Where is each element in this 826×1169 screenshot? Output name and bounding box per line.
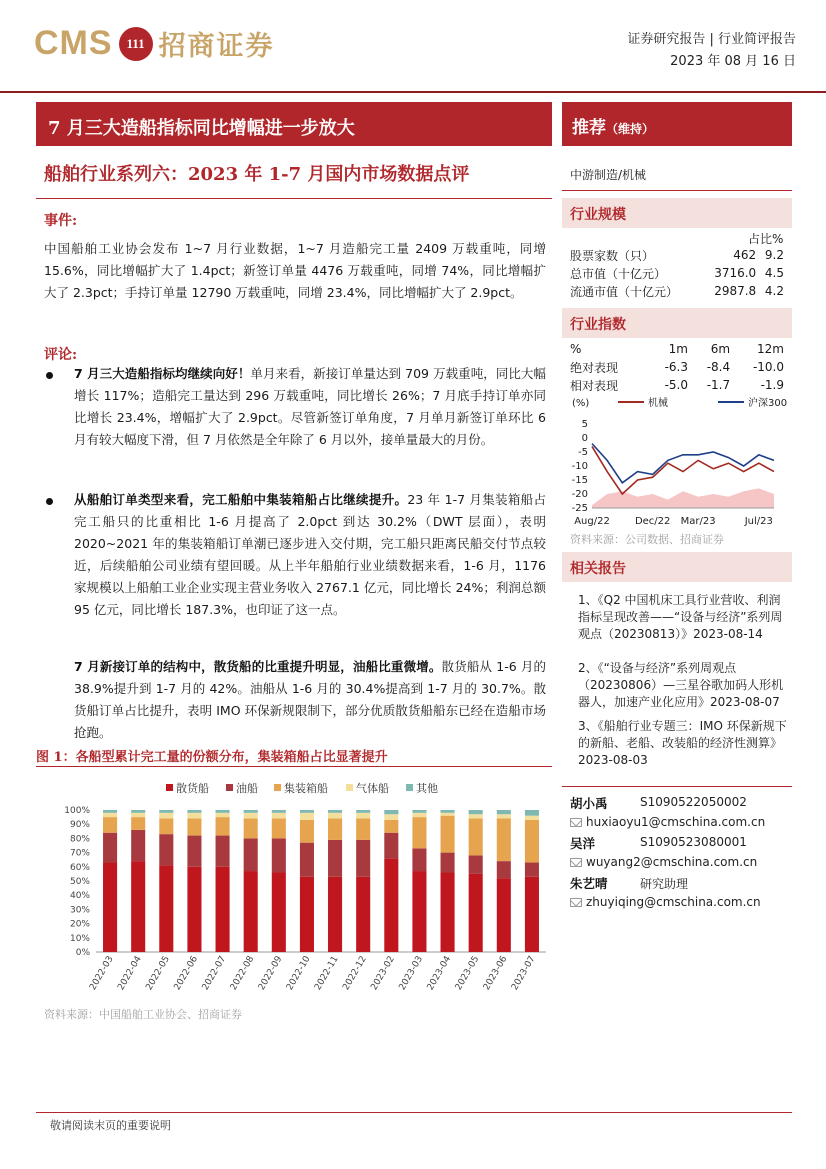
bar-segment (244, 838, 258, 871)
bar-segment (244, 819, 258, 839)
x-tick-label: 2022-10 (285, 954, 313, 993)
y-tick-label: 100% (64, 806, 90, 816)
y-tick-label: 70% (69, 848, 90, 859)
legend-label: 油船 (236, 782, 258, 795)
index-header: 6m (710, 342, 731, 356)
x-tick-label: 2023-07 (510, 954, 538, 993)
comment-heading: 评论: (44, 347, 78, 363)
figure-divider (36, 766, 552, 767)
bar-segment (525, 820, 539, 863)
x-tick-label: 2022-11 (313, 954, 341, 993)
comment-paragraph-1 (74, 363, 546, 451)
bar-segment (525, 877, 539, 952)
bar-segment (384, 814, 398, 820)
x-tick-label: Dec/22 (634, 516, 671, 527)
rating-label: 推荐 (572, 118, 606, 138)
index-value: -1.9 (760, 378, 784, 392)
legend-swatch (274, 784, 281, 791)
index-table (570, 340, 788, 394)
y-tick-label: -10 (571, 461, 588, 472)
x-tick-label: Jul/23 (744, 516, 773, 527)
comment-p2-body: 23 年 1-7 月集装箱船占完工船只的比重相比 1-6 月提高了 2.0pct 到达 30.2%（DWT 层面），表明 2020~2021 年的集装箱船订单潮已逐步进入交付期，完工船只距离民船交付节点较近，后续船舶公司业绩有望回暖。从上半年船舶行业业绩数据来看，1-6 月，1176 家规模以上船舶工业企业实现主营业务收入 2767.1 亿元，同比增长 24%；利润总额 95 亿元，同比增长 187.3%，也印证了这一点。 (74, 492, 546, 617)
index-source: 资料来源：公司数据、招商证券 (570, 533, 724, 546)
y-tick-label: -25 (571, 503, 588, 514)
scale-pct: 4.2 (764, 284, 784, 298)
bar-segment (497, 861, 511, 878)
bar-segment (328, 819, 342, 840)
bar-segment (497, 819, 511, 862)
bar-segment (497, 810, 511, 814)
x-tick-label: 2022-03 (88, 954, 116, 993)
index-header: 1m (668, 342, 688, 356)
bar-segment (103, 817, 117, 833)
y-tick-label: 80% (69, 834, 90, 845)
logo-mark-icon: 111 (119, 27, 153, 61)
sector-label: 中游制造/机械 (570, 168, 647, 182)
bar-segment (244, 810, 258, 813)
legend-swatch (226, 784, 233, 791)
author-email[interactable]: zhuyiqing@cmschina.com.cn (586, 895, 761, 909)
bar-segment (272, 872, 286, 952)
related-report-item[interactable]: 1、《Q2 中国机床工具行业营收、利润指标呈现改善——“设备与经济”系列周观点（20230813）》2023-08-14 (578, 593, 783, 641)
bar-segment (525, 816, 539, 820)
author-name: 朱艺晴 (570, 876, 608, 891)
x-tick-label: Mar/23 (680, 516, 716, 527)
page-header (0, 0, 826, 92)
scale-label: 股票家数（只） (570, 248, 655, 263)
x-tick-label: 2023-06 (481, 954, 510, 993)
author-id: S1090522050002 (640, 795, 747, 809)
bar-segment (131, 810, 145, 813)
table-row (570, 358, 788, 376)
comment-paragraph-2 (74, 489, 546, 621)
bar-segment (187, 813, 201, 819)
bar-segment (159, 810, 173, 813)
bar-segment (272, 819, 286, 839)
event-text: 中国船舶工业协会发布 1~7 月行业数据，1~7 月造船完工量 2409 万载重吨，同增 15.6%，同比增幅扩大了 1.4pct；新签订单量 4476 万载重吨，同增 74%，同比增幅扩大了 2.3pct；手持订单量 12790 万载重吨，同增 23.4%，同比增幅扩大了 2.9pct。 (44, 241, 546, 300)
bar-segment (469, 810, 483, 814)
author-name: 胡小禹 (570, 796, 608, 811)
bar-segment (328, 810, 342, 813)
footer-divider (36, 1112, 792, 1113)
x-tick-label: Aug/22 (574, 516, 610, 527)
x-tick-label: 2023-03 (397, 954, 426, 993)
logo-cn: 招商证券 (158, 31, 275, 62)
bar-segment (300, 810, 314, 813)
legend-swatch (406, 784, 413, 791)
x-tick-label: 2022-12 (341, 954, 369, 993)
y-tick-label: -15 (571, 475, 588, 486)
bar-segment (187, 836, 201, 867)
series-line (592, 444, 774, 483)
bar-segment (525, 863, 539, 877)
author-role: 研究助理 (640, 877, 689, 891)
scale-label: 流通市值（十亿元） (570, 284, 679, 299)
bar-segment (328, 877, 342, 952)
y-tick-label: 30% (69, 905, 90, 916)
bar-segment (384, 810, 398, 814)
bar-segment (441, 810, 455, 813)
bar-segment (356, 840, 370, 877)
y-tick-label: 20% (69, 919, 90, 930)
bar-segment (103, 813, 117, 817)
event-heading: 事件: (44, 213, 78, 229)
bar-segment (159, 834, 173, 865)
bullet-icon (46, 372, 53, 379)
bar-segment (159, 865, 173, 952)
related-report-item[interactable]: 2、《“设备与经济”系列周观点（20230806）—三星谷歌加码人形机器人，加速产业化应用》2023-08-07 (578, 661, 784, 709)
comment-paragraph-3 (74, 656, 546, 744)
bar-segment (497, 814, 511, 818)
bar-segment (159, 813, 173, 819)
bar-segment (412, 871, 426, 952)
report-title: 7 月三大造船指标同比增幅进一步放大 (36, 102, 552, 146)
scale-col-header: 占比% (748, 232, 784, 246)
y-tick-label: 90% (69, 820, 90, 831)
legend-label: 散货船 (176, 782, 209, 795)
x-tick-label: 2022-09 (256, 954, 285, 993)
email-icon (570, 898, 582, 907)
bar-segment (272, 810, 286, 813)
bar-segment (216, 836, 230, 867)
author-id: S1090523080001 (640, 835, 747, 849)
scale-value: 3716.0 (714, 266, 757, 280)
bar-segment (469, 819, 483, 856)
x-tick-label: 2022-06 (172, 954, 201, 993)
bar-segment (441, 813, 455, 816)
x-tick-label: 2023-05 (453, 954, 482, 993)
bar-segment (272, 813, 286, 819)
x-tick-label: 2022-07 (200, 954, 229, 993)
bar-segment (103, 833, 117, 863)
index-value: -8.4 (706, 360, 731, 374)
bar-segment (356, 877, 370, 952)
comment-p1-body: 单月来看，新接订单量达到 709 万载重吨，同比大幅增长 117%；造船完工量达到 296 万载重吨，同比增长 26%；7 月底手持订单亦同比增长 23.4%，增幅扩大了 2.9pct。尽管新签订单角度，7 月单月新签订单环比 6 月有较大幅度下滑，但 7 月依然是全年除了 6 月以外，接单量最大的月份。 (74, 366, 546, 447)
bar-segment (384, 858, 398, 952)
author-name: 吴洋 (570, 836, 596, 851)
report-type: 证券研究报告 | 行业简评报告 (627, 32, 796, 47)
report-subtitle: 船舶行业系列六：2023 年 1-7 月国内市场数据点评 (44, 164, 470, 185)
legend-label: 沪深300 (748, 398, 788, 409)
scale-pct: 4.5 (764, 266, 784, 280)
bar-segment (469, 814, 483, 818)
bar-segment (216, 813, 230, 817)
email-icon (570, 858, 582, 867)
report-date: 2023 年 08 月 16 日 (670, 54, 796, 69)
bar-segment (525, 810, 539, 816)
index-header: % (570, 342, 582, 356)
x-tick-label: 2023-04 (425, 954, 454, 993)
related-divider (562, 786, 792, 787)
legend-label: 集装箱船 (284, 782, 328, 795)
bar-segment (300, 813, 314, 820)
table-row (570, 264, 788, 282)
y-tick-label: 10% (69, 933, 90, 944)
index-value: -1.7 (706, 378, 731, 392)
bar-segment (244, 813, 258, 819)
rating-box (562, 102, 792, 146)
subtitle-divider (36, 198, 552, 199)
logo-text: CMS (34, 24, 113, 62)
bar-segment (497, 878, 511, 952)
bar-segment (159, 819, 173, 835)
related-heading: 相关报告 (562, 552, 792, 582)
series-line (592, 446, 774, 494)
bar-segment (187, 810, 201, 813)
rating-note: （维持） (606, 122, 655, 136)
company-logo (34, 24, 275, 63)
index-performance-chart (562, 394, 792, 530)
footer-note: 敬请阅读末页的重要说明 (50, 1119, 171, 1132)
bar-segment (103, 863, 117, 952)
y-tick-label: 40% (69, 891, 90, 902)
ship-type-share-chart (36, 774, 552, 1000)
bar-segment (216, 810, 230, 813)
table-row (570, 340, 788, 358)
bar-segment (356, 819, 370, 840)
index-label: 绝对表现 (570, 360, 619, 375)
figure-1-source: 资料来源：中国船舶工业协会、招商证券 (44, 1008, 242, 1021)
bar-segment (412, 810, 426, 813)
bar-segment (328, 840, 342, 877)
bar-segment (300, 820, 314, 843)
bar-segment (216, 817, 230, 835)
x-tick-label: 2022-08 (228, 954, 257, 993)
bar-segment (216, 867, 230, 952)
bar-segment (384, 820, 398, 833)
y-tick-label: -20 (571, 489, 588, 500)
comment-p3-body: 散货船从 1-6 月的 38.9%提升到 1-7 月的 42%。油船从 1-6 月的 30.4%提高到 1-7 月的 30.7%。散货船订单占比提升，表明 IMO 环保新规限制下，部分优质散货船船东已经在造船市场抢跑。 (74, 659, 546, 740)
bar-segment (384, 833, 398, 859)
y-tick-label: -5 (578, 447, 588, 458)
scale-pct: 9.2 (764, 248, 784, 262)
bar-segment (131, 830, 145, 861)
bar-segment (441, 872, 455, 952)
bar-segment (412, 813, 426, 817)
x-tick-label: 2022-04 (116, 954, 144, 993)
scale-value: 2987.8 (714, 284, 757, 298)
volume-area (592, 488, 774, 508)
index-value: -6.3 (664, 360, 688, 374)
bar-segment (244, 871, 258, 952)
legend-swatch (346, 784, 353, 791)
bar-segment (131, 813, 145, 817)
scale-heading: 行业规模 (562, 198, 792, 228)
x-tick-label: 2022-05 (144, 954, 172, 993)
index-value: -5.0 (664, 378, 688, 392)
scale-table (570, 246, 788, 300)
author-email[interactable]: wuyang2@cmschina.com.cn (586, 855, 758, 869)
bar-segment (131, 861, 145, 952)
comment-p1-lead: 7 月三大造船指标均继续向好！ (74, 366, 251, 381)
bullet-icon (46, 498, 53, 505)
bar-segment (356, 813, 370, 819)
y-tick-label: 60% (69, 862, 90, 873)
comment-p3-lead: 7 月新接订单的结构中，散货船的比重提升明显，油船比重微增。 (74, 659, 442, 674)
bar-segment (328, 813, 342, 819)
bar-segment (300, 843, 314, 877)
index-value: -10.0 (752, 360, 784, 374)
y-tick-label: 50% (69, 877, 90, 887)
bar-segment (187, 819, 201, 836)
author-email[interactable]: huxiaoyu1@cmschina.com.cn (586, 815, 766, 829)
y-tick-label: 0 (581, 433, 588, 444)
bar-segment (469, 874, 483, 952)
bar-segment (412, 848, 426, 871)
email-icon (570, 818, 582, 827)
y-axis-label: (%) (572, 398, 590, 409)
table-row (570, 376, 788, 394)
bar-segment (272, 838, 286, 872)
index-heading: 行业指数 (562, 308, 792, 338)
y-tick-label: 0% (75, 948, 90, 958)
x-tick-label: 2023-02 (369, 954, 397, 993)
related-report-item[interactable]: 3、《船舶行业专题三：IMO 环保新规下的新船、老船、改装船的经济性测算》2023-08-03 (578, 719, 787, 767)
sector-divider (562, 190, 792, 191)
bar-segment (441, 853, 455, 873)
legend-label: 机械 (648, 398, 668, 409)
comment-p2-lead: 从船舶订单类型来看，完工船舶中集装箱船占比继续提升。 (74, 492, 408, 507)
bar-segment (103, 810, 117, 813)
bar-segment (412, 817, 426, 848)
bar-segment (469, 855, 483, 873)
y-tick-label: 5 (581, 419, 588, 430)
bar-segment (441, 816, 455, 853)
header-divider (0, 91, 826, 93)
figure-1-title: 图 1：各船型累计完工量的份额分布，集装箱船占比显著提升 (36, 750, 388, 765)
bar-segment (356, 810, 370, 813)
legend-label: 其他 (416, 782, 438, 795)
scale-value: 462 (733, 248, 757, 262)
bar-segment (300, 877, 314, 952)
bar-segment (131, 817, 145, 830)
index-label: 相对表现 (570, 378, 619, 393)
scale-label: 总市值（十亿元） (570, 266, 667, 281)
bar-segment (187, 867, 201, 952)
table-row (570, 246, 788, 264)
legend-label: 气体船 (356, 782, 389, 795)
legend-swatch (166, 784, 173, 791)
table-row (570, 282, 788, 300)
index-header: 12m (757, 342, 784, 356)
